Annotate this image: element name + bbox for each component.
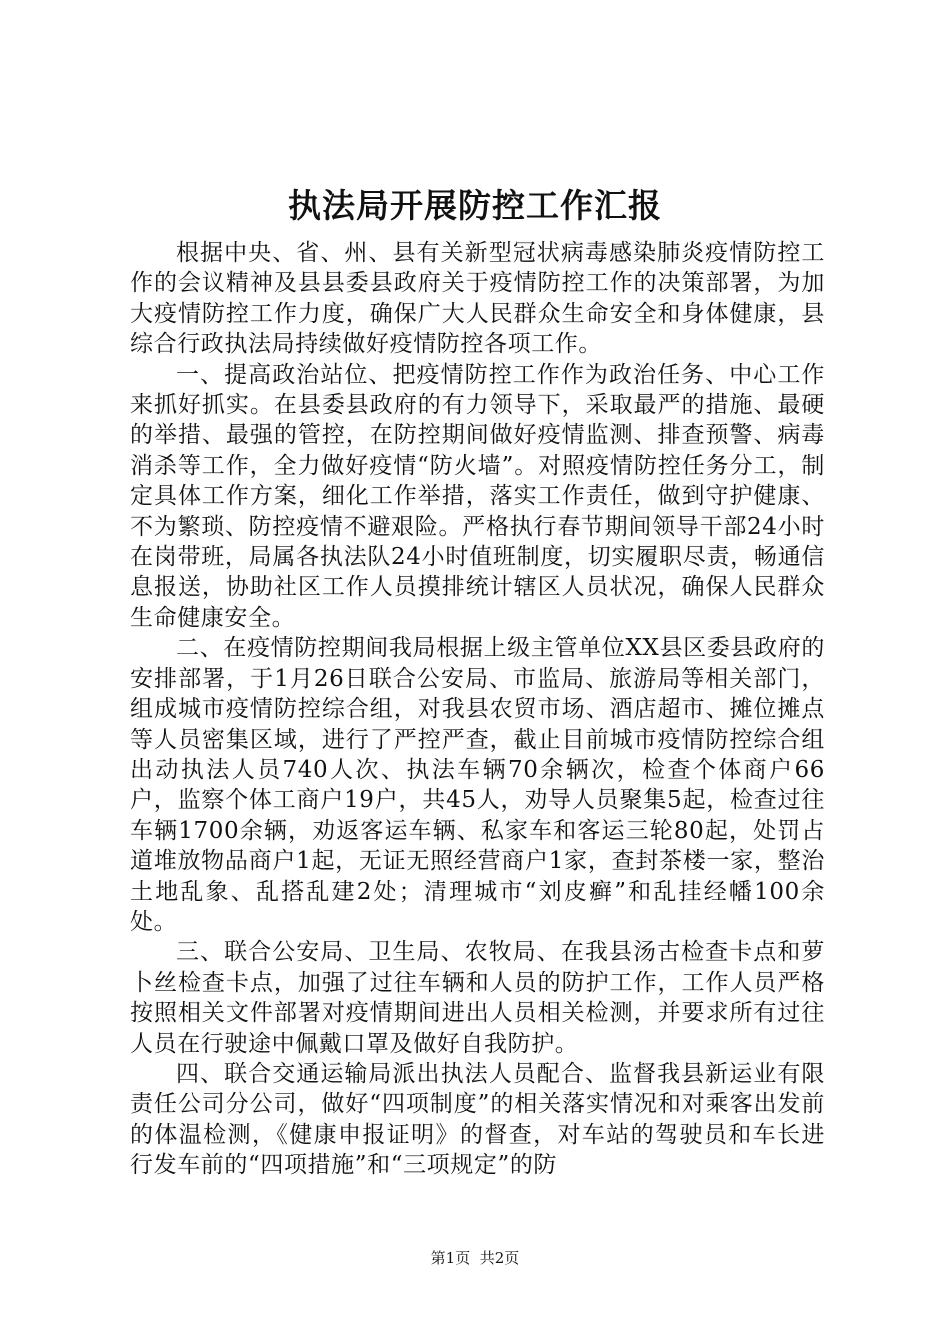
- page-number: 第1页: [430, 1249, 471, 1267]
- section-3-paragraph: 三、联合公安局、卫生局、农牧局、在我县汤古检查卡点和萝卜丝检查卡点，加强了过往车辆和人员的防护工作，工作人员严格按照相关文件部署对疫情期间进出人员相关检测，并要求所有过往人员在行驶途中佩戴口罩及做好自我防护。: [130, 939, 825, 1057]
- document-body: [130, 238, 825, 1181]
- document-title: 执法局开展防控工作汇报: [288, 186, 662, 225]
- page-total: 共2页: [479, 1249, 520, 1267]
- intro-paragraph: 根据中央、省、州、县有关新型冠状病毒感染肺炎疫情防控工作的会议精神及县县委县政府关于疫情防控工作的决策部署，为加大疫情防控工作力度，确保广大人民群众生命安全和身体健康，县综合行政执法局持续做好疫情防控各项工作。: [130, 240, 825, 358]
- page-footer: [0, 1248, 950, 1268]
- section-4-paragraph: 四、联合交通运输局派出执法人员配合、监督我县新运业有限责任公司分公司，做好“四项制度”的相关落实情况和对乘客出发前的体温检测，《健康申报证明》的督查，对车站的驾驶员和车长进行发车前的“四项措施”和“三项规定”的防: [130, 1060, 825, 1179]
- section-1-paragraph: 一、提高政治站位、把疫情防控工作作为政治任务、中心工作来抓好抓实。在县委县政府的有力领导下，采取最严的措施、最硬的举措、最强的管控，在防控期间做好疫情监测、排查预警、病毒消杀等工作，全力做好疫情“防火墙”。对照疫情防控任务分工，制定具体工作方案，细化工作举措，落实工作责任，做到守护健康、不为繁琐、防控疫情不避艰险。严格执行春节期间领导干部24小时在岗带班，局属各执法队24小时值班制度，切实履职尽责，畅通信息报送，协助社区工作人员摸排统计辖区人员状况，确保人民群众生命健康安全。: [130, 361, 825, 631]
- section-2-paragraph: 二、在疫情防控期间我局根据上级主管单位XX县区委县政府的安排部署，于1月26日联合公安局、市监局、旅游局等相关部门，组成城市疫情防控综合组，对我县农贸市场、酒店超市、摊位摊点等人员密集区域，进行了严控严查，截止目前城市疫情防控综合组出动执法人员740人次、执法车辆70余辆次，检查个体商户66户，监察个体工商户19户，共45人，劝导人员聚集5起，检查过往车辆1700余辆，劝返客运车辆、私家车和客运三轮80起，处罚占道堆放物品商户1起，无证无照经营商户1家，查封茶楼一家，整治土地乱象、乱搭乱建2处；清理城市“刘皮癣”和乱挂经幡100余处。: [130, 635, 825, 935]
